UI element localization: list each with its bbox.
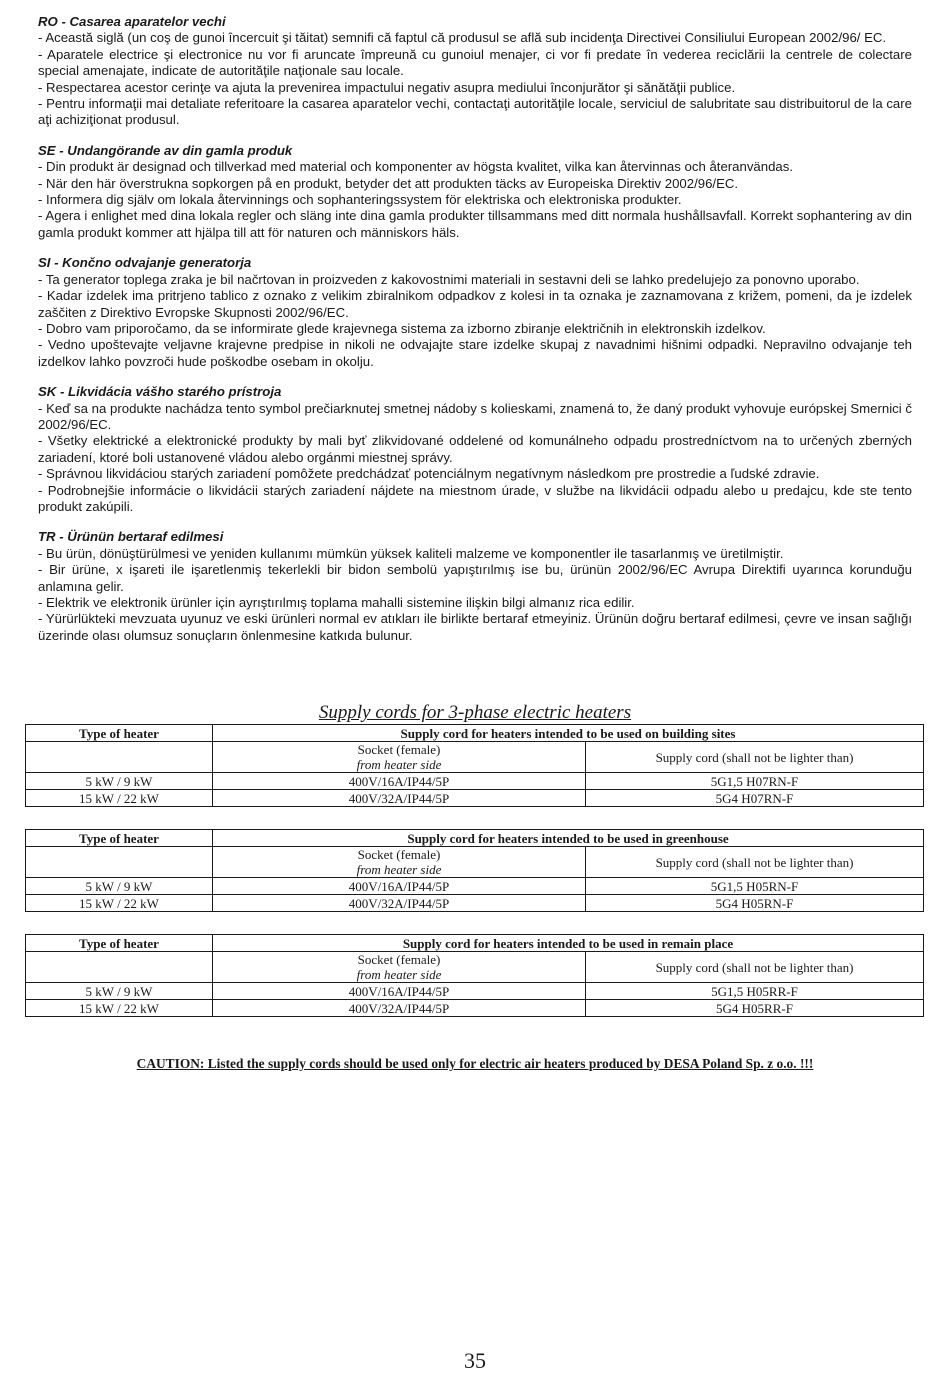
paragraph: - Všetky elektrické a elektronické produkty by mali byť zlikvidované oddelené od komunálneho odpadu prostredníctvom na to určených zberných zariadení, ktoré boli ustanovené vládou alebo orgánmi miestnej správy. xyxy=(38,433,912,465)
socket-cell: 400V/16A/IP44/5P xyxy=(213,773,586,790)
table-row xyxy=(26,790,924,807)
table-row xyxy=(26,773,924,790)
heater-type-cell: 5 kW / 9 kW xyxy=(26,773,213,790)
empty-cell xyxy=(26,952,213,983)
cord-cell: 5G1,5 H07RN-F xyxy=(586,773,924,790)
socket-cell: 400V/16A/IP44/5P xyxy=(213,878,586,895)
socket-header-label: Socket (female) xyxy=(357,952,441,967)
paragraph: - Aparatele electrice şi electronice nu vor fi aruncate împreună cu gunoiul menajer, ci vor fi predate în vederea reciclării la centrele de colectare special amenajate, indicate de autorităţile naţionale sau locale. xyxy=(38,46,912,79)
socket-header xyxy=(213,742,586,773)
empty-cell xyxy=(26,742,213,773)
socket-header xyxy=(213,847,586,878)
table-row xyxy=(26,983,924,1000)
heater-type-cell: 15 kW / 22 kW xyxy=(26,790,213,807)
paragraph: - Bu ürün, dönüştürülmesi ve yeniden kullanımı mümkün yüksek kaliteli malzeme ve komponentler ile tasarlanmış ve üretilmiştir. xyxy=(38,545,784,561)
table-row xyxy=(26,1000,924,1017)
paragraph: - När den här överstrukna sopkorgen på en produkt, betyder det att produkten täcks av Europeiska Direktiv 2002/96/EC. xyxy=(38,175,739,191)
heater-type-cell: 5 kW / 9 kW xyxy=(26,878,213,895)
paragraph: - Agera i enlighet med dina lokala regler och släng inte dina gamla produkter tillsammans med ditt normala hushållsavfall. Korrekt sophantering av din gamla produkt kommer att hjälpa till att för naturen och människors häls. xyxy=(38,208,912,240)
section-title: RO - Casarea aparatelor vechi xyxy=(38,14,226,29)
paragraph: - Keď sa na produkte nachádza tento symbol prečiarknutej smetnej nádoby s kolieskami, znamená to, že daný produkt vyhovuje európskej Smernici č 2002/96/EC. xyxy=(38,400,912,432)
page-number: 35 xyxy=(464,1348,486,1373)
type-header: Type of heater xyxy=(26,830,213,847)
table-row xyxy=(26,878,924,895)
paragraph: - Správnou likvidáciou starých zariadení pomôžete predchádzať potenciálnym negatívnym následkom pre prostredie a ľudské zdravie. xyxy=(38,466,820,482)
table-row xyxy=(26,895,924,912)
cord-header: Supply cord (shall not be lighter than) xyxy=(586,952,924,983)
table-header-row xyxy=(26,935,924,952)
table-header-row xyxy=(26,725,924,742)
cord-header: Supply cord (shall not be lighter than) xyxy=(586,742,924,773)
empty-cell xyxy=(26,847,213,878)
section-se xyxy=(38,143,912,241)
socket-cell: 400V/32A/IP44/5P xyxy=(213,790,586,807)
type-header: Type of heater xyxy=(26,935,213,952)
paragraph: - Vedno upoštevajte veljavne krajevne predpise in nikoli ne odvajajte stare izdelke skupaj z navadnimi hišnimi odpadki. Nepravilno odvajanje teh izdelkov lahko povzroči hude poškodbe osebam in okolju. xyxy=(38,337,912,369)
supply-cord-table-building-sites xyxy=(25,724,924,807)
section-sk xyxy=(38,384,912,515)
socket-header-sub: from heater side xyxy=(356,757,442,772)
socket-cell: 400V/32A/IP44/5P xyxy=(213,1000,586,1017)
heater-type-cell: 5 kW / 9 kW xyxy=(26,983,213,1000)
paragraph: - Dobro vam priporočamo, da se informirate glede krajevnega sistema za izborno zbiranje električnih in elektronskih izdelkov. xyxy=(38,320,766,336)
paragraph: - Această siglă (un coş de gunoi încercuit şi tăitat) semnifi că faptul că produsul se află sub incidenţa Directivei Consiliului European 2002/96/ EC. xyxy=(38,30,887,46)
supply-cord-table-remain-place xyxy=(25,934,924,1017)
cord-cell: 5G4 H05RN-F xyxy=(586,895,924,912)
paragraph: - Informera dig själv om lokala återvinnings och sophanteringssystem för elektriska och elektroniska produkter. xyxy=(38,192,682,208)
socket-header-sub: from heater side xyxy=(356,967,442,982)
cord-cell: 5G4 H05RR-F xyxy=(586,1000,924,1017)
socket-header-sub: from heater side xyxy=(356,862,442,877)
section-title: SK - Likvidácia vášho starého prístroja xyxy=(38,384,282,400)
type-header: Type of heater xyxy=(26,725,213,742)
socket-header-label: Socket (female) xyxy=(357,742,441,757)
heater-type-cell: 15 kW / 22 kW xyxy=(26,1000,213,1017)
section-title: SE - Undangörande av din gamla produk xyxy=(38,142,293,158)
table-subheader-row xyxy=(26,742,924,773)
section-si xyxy=(38,255,912,370)
paragraph: - Elektrik ve elektronik ürünler için ayrıştırılmış toplama mahalli sistemine ilişkin bilgi almanız rica edilir. xyxy=(38,595,635,610)
table-subheader-row xyxy=(26,847,924,878)
cord-cell: 5G1,5 H05RN-F xyxy=(586,878,924,895)
heater-type-cell: 15 kW / 22 kW xyxy=(26,895,213,912)
paragraph: - Yürürlükteki mevzuata uyunuz ve eski ürünleri normal ev atıkları ile birlikte bertaraf etmeyiniz. Ürünün doğru bertaraf edilmesi, çevre ve insan sağlığı üzerinde olası olumsuz sonuçların önlenmesine katkıda bulunur. xyxy=(38,611,912,643)
group-header: Supply cord for heaters intended to be used in greenhouse xyxy=(213,830,924,847)
section-title: TR - Ürünün bertaraf edilmesi xyxy=(38,529,224,545)
table-subheader-row xyxy=(26,952,924,983)
section-tr xyxy=(38,529,912,644)
paragraph: - Ta generator toplega zraka je bil načrtovan in proizveden z kakovostnimi materiali in sestavni deli se lahko predelujejo za ponovno uporabo. xyxy=(38,271,860,287)
paragraph: - Pentru informaţii mai detaliate referitoare la casarea aparatelor vechi, contactaţi autorităţile locale, serviciul de salubritate sau distribuitorul de la care aţi achiziţionat produsul. xyxy=(38,96,912,128)
cord-cell: 5G1,5 H05RR-F xyxy=(586,983,924,1000)
socket-cell: 400V/16A/IP44/5P xyxy=(213,983,586,1000)
section-title: SI - Končno odvajanje generatorja xyxy=(38,255,252,271)
cord-cell: 5G4 H07RN-F xyxy=(586,790,924,807)
section-ro xyxy=(38,14,912,129)
paragraph: - Din produkt är designad och tillverkad med material och komponenter av högsta kvalitet, vilka kan återvinnas och återanvändas. xyxy=(38,159,794,175)
paragraph: - Podrobnejšie informácie o likvidácii starých zariadení nájdete na miestnom úrade, v službe na likvidácii odpadu alebo u predajcu, kde ste tento produkt zakúpili. xyxy=(38,482,912,514)
tables-title: Supply cords for 3-phase electric heaters xyxy=(318,702,632,723)
paragraph: - Kadar izdelek ima pritrjeno tablico z oznako z velikim zbiralnikom odpadkov z kolesi in ta oznaka je zaznamovana z križem, pomeni, da je izdelek zaščiten z Direktivo Evropske Skupnosti 2002/96/EC. xyxy=(38,288,912,320)
socket-cell: 400V/32A/IP44/5P xyxy=(213,895,586,912)
group-header: Supply cord for heaters intended to be used in remain place xyxy=(213,935,924,952)
caution-note: CAUTION: Listed the supply cords should be used only for electric air heaters produced by DESA Poland Sp. z o.o. !!! xyxy=(136,1056,814,1071)
table-header-row xyxy=(26,830,924,847)
disposal-sections xyxy=(38,14,912,658)
socket-header xyxy=(213,952,586,983)
cord-header: Supply cord (shall not be lighter than) xyxy=(586,847,924,878)
paragraph: - Bir ürüne, x işareti ile işaretlenmiş tekerlekli bir bidon sembolü yapıştırılmış ise bu, ürünün 2002/96/EC Avrupa Direktifi uyarınca korunduğu anlamına gelir. xyxy=(38,562,912,594)
socket-header-label: Socket (female) xyxy=(357,847,441,862)
group-header: Supply cord for heaters intended to be used on building sites xyxy=(213,725,924,742)
supply-cord-table-greenhouse xyxy=(25,829,924,912)
paragraph: - Respectarea acestor cerinţe va ajuta la prevenirea impactului negativ asupra mediului înconjurător şi sănătăţii publice. xyxy=(38,79,736,95)
